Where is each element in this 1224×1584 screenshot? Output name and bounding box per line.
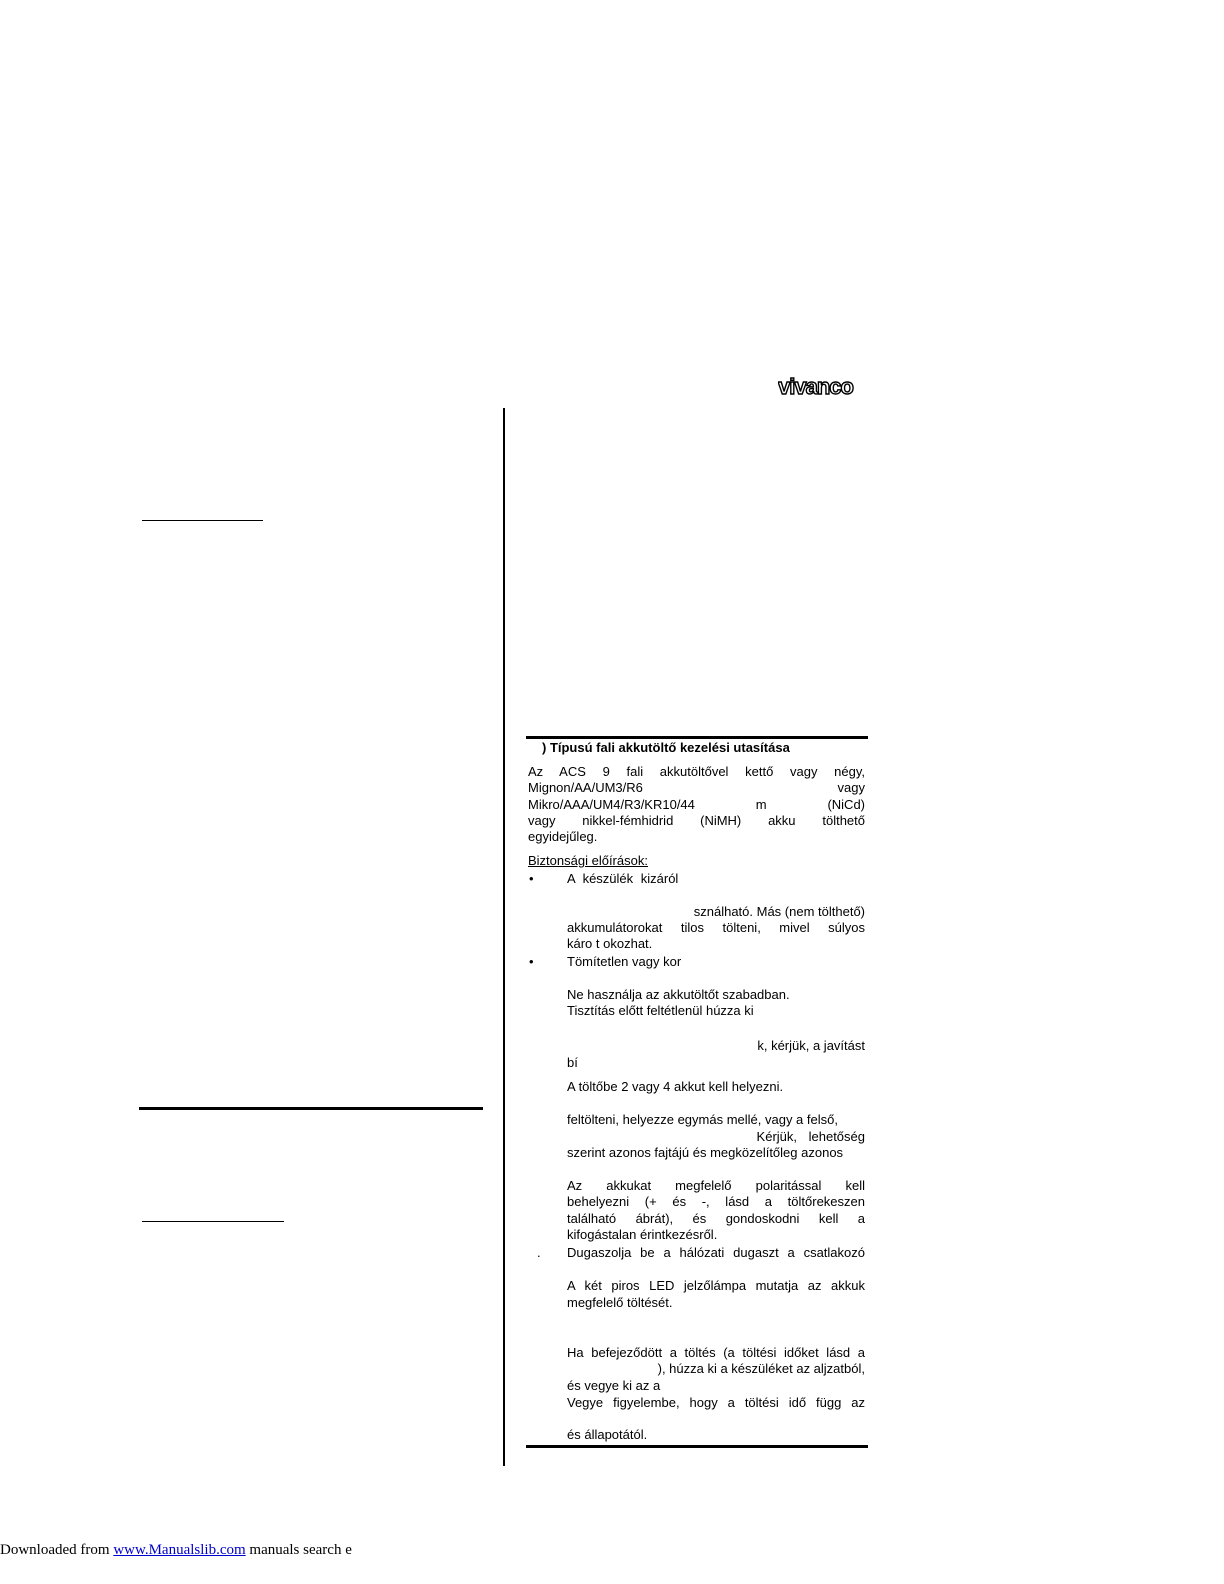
left-underline-rule: [142, 520, 263, 521]
bullet-1-line-3: akkumulátorokat tilos tölteni, mivel súlyos: [567, 920, 865, 935]
bullet-marker-1: •: [529, 871, 534, 886]
safety-heading: Biztonsági előírások:: [528, 853, 648, 868]
step-b-line-3: található ábrát), és gondoskodni kell a: [567, 1211, 865, 1226]
step-c-line-1: Dugaszolja be a hálózati dugaszt a csatlakozó: [567, 1245, 865, 1260]
bullet-2-line-4: k, kérjük, a javítást: [757, 1038, 865, 1053]
bullet-2-line-2: Ne használja az akkutöltőt szabadban.: [567, 987, 790, 1002]
step-b-line-2: behelyezni (+ és -, lásd a töltőrekeszen: [567, 1194, 865, 1209]
step-c-line-2: A két piros LED jelzőlámpa mutatja az akkuk: [567, 1278, 865, 1293]
step-b-line-1: Az akkukat megfelelő polaritással kell: [567, 1178, 865, 1193]
left-underline-rule-2: [142, 1221, 284, 1222]
logo-text: vivanco: [778, 374, 853, 399]
step-c-line-3: megfelelő töltését.: [567, 1295, 673, 1310]
vivanco-logo: [778, 374, 864, 400]
step-d-line-1: Ha befejeződött a töltés (a töltési időket lásd a: [567, 1345, 865, 1360]
bullet-1-line-1: A készülék kizáról: [567, 871, 679, 886]
step-d-line-3: és vegye ki az a: [567, 1378, 661, 1393]
bullet-1-line-2: sználható. Más (nem tölthető): [693, 904, 865, 919]
step-d-line-4: Vegye figyelembe, hogy a töltési idő függ az: [567, 1395, 865, 1410]
intro-line-1: Az ACS 9 fali akkutöltővel kettő vagy négy,: [528, 764, 865, 779]
intro-line-4: vagy nikkel-fémhidrid (NiMH) akku tölthető: [528, 813, 865, 828]
manualslib-link[interactable]: www.Manualslib.com: [113, 1542, 246, 1558]
footer-suffix: manuals search e: [249, 1542, 352, 1558]
step-d-line-2: ), húzza ki a készüléket az aljzatból,: [657, 1361, 865, 1376]
step-a-line-3: Kérjük, lehetőség: [756, 1129, 865, 1144]
step-d-line-5: és állapotától.: [567, 1427, 648, 1442]
bullet-1-line-4: káro t okozhat.: [567, 936, 653, 951]
bullet-marker-2: •: [529, 954, 534, 969]
bullet-2-line-3: Tisztítás előtt feltétlenül húzza ki: [567, 1003, 754, 1018]
bullet-2-line-5: bí: [567, 1055, 578, 1070]
intro-line-3: Mikro/AAA/UM4/R3/KR10/44 m (NiCd): [528, 797, 865, 812]
section-bottom-rule: [526, 1445, 868, 1448]
step-a-line-4: szerint azonos fajtájú és megközelítőleg azonos: [567, 1145, 844, 1160]
left-section-rule: [139, 1107, 483, 1110]
intro-line-2: Mignon/AA/UM3/R6 vagy: [528, 780, 865, 795]
step-a-line-2: feltölteni, helyezze egymás mellé, vagy a felső,: [567, 1112, 838, 1127]
intro-line-5: egyidejűleg.: [528, 829, 598, 844]
step-c-marker: .: [537, 1245, 541, 1260]
bullet-2-line-1: Tömítetlen vagy kor: [567, 954, 682, 969]
footer-prefix: Downloaded from: [0, 1542, 110, 1558]
step-b-line-4: kifogástalan érintkezésről.: [567, 1227, 718, 1242]
download-footer: [0, 1542, 352, 1559]
column-divider: [503, 408, 505, 1466]
section-top-rule: [526, 736, 868, 739]
step-a-line-1: A töltőbe 2 vagy 4 akkut kell helyezni.: [567, 1079, 784, 1094]
section-title: ) Típusú fali akkutöltő kezelési utasítása: [542, 740, 790, 755]
